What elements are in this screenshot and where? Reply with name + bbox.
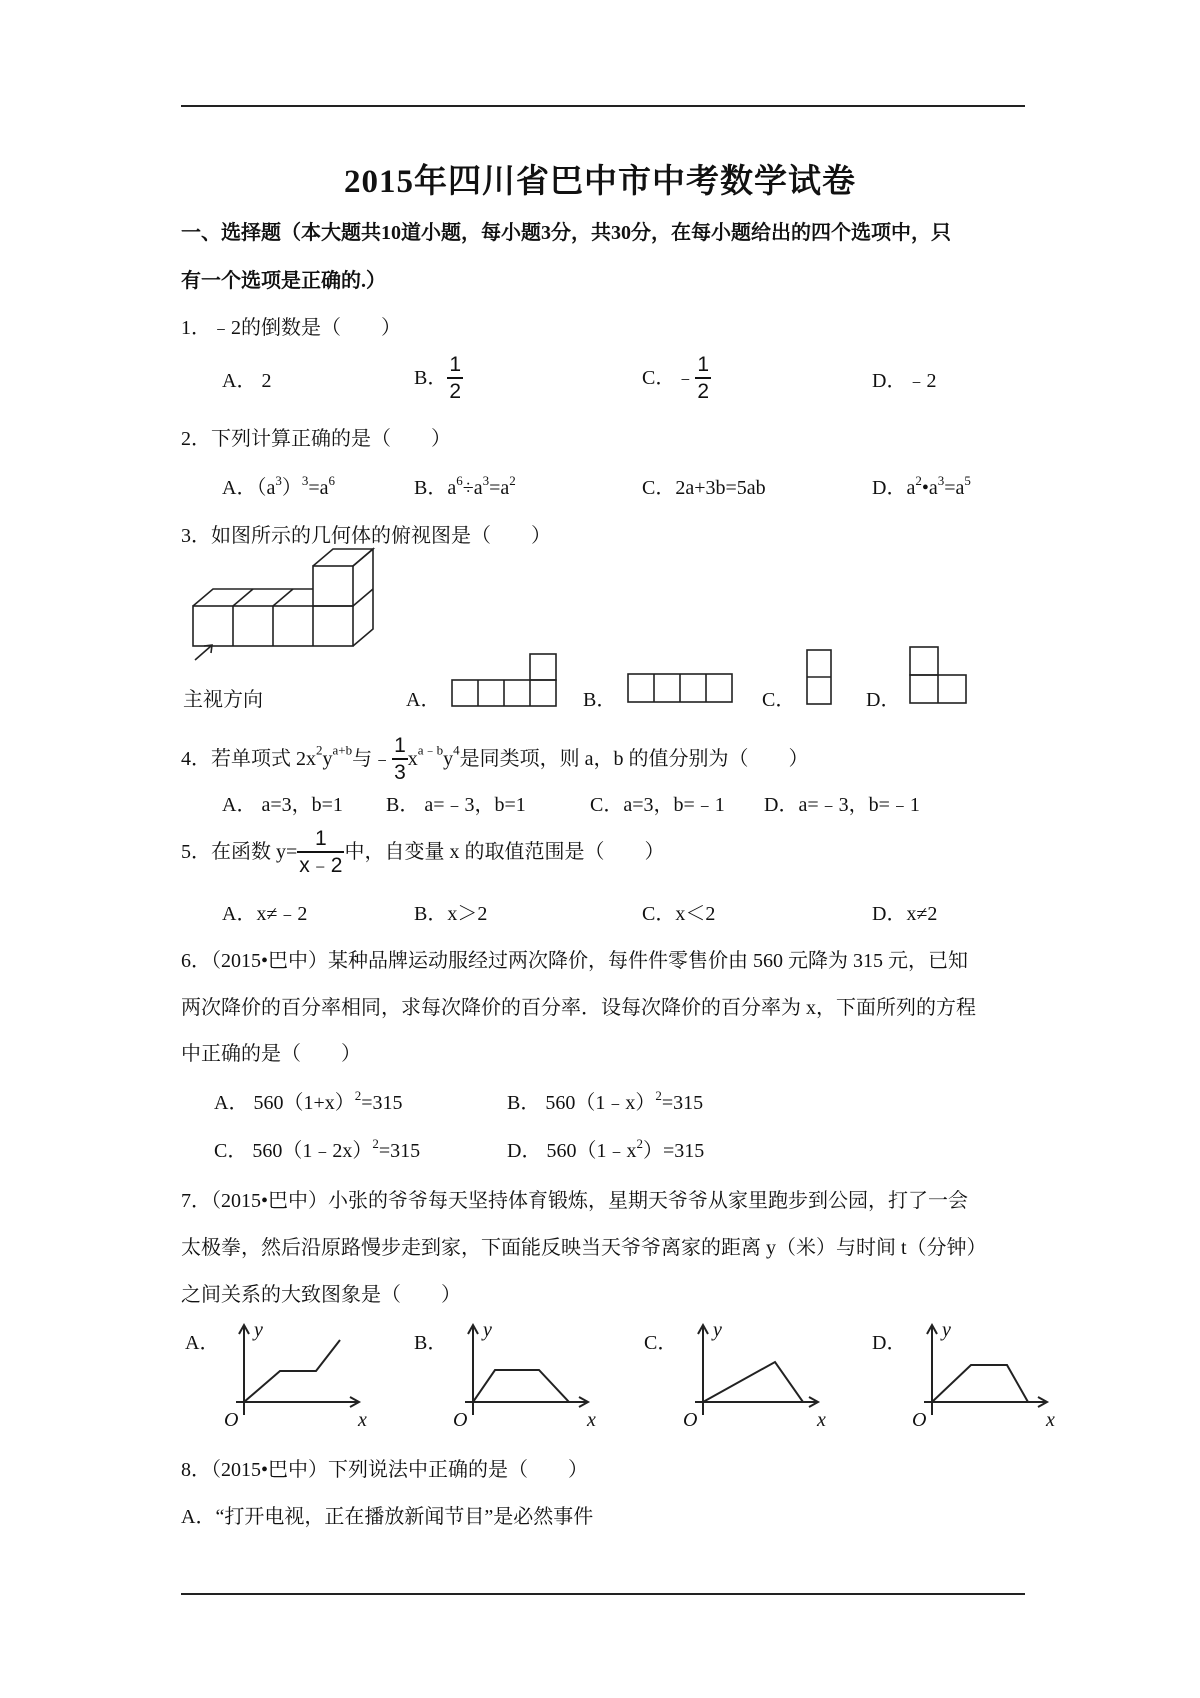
q5-part1: 5．在函数 y=	[181, 841, 298, 863]
q7-a-y-label: y	[254, 1319, 263, 1341]
q6-line2: 两次降价的百分率相同，求每次降价的百分率．设每次降价的百分率为 x，下面所列的方程	[181, 997, 976, 1019]
q2-b-part1: B．a	[414, 477, 457, 499]
q4-y2: y	[443, 748, 454, 770]
q6-line3: 中正确的是（ ）	[181, 1043, 361, 1065]
q7-b-origin: O	[453, 1409, 468, 1431]
q3-option-c-figure	[806, 649, 836, 709]
q7-a-curve	[244, 1340, 340, 1402]
q7-a-x-label: x	[358, 1409, 367, 1431]
q7-d-y-label: y	[942, 1319, 951, 1341]
q4-exp4: 4	[453, 742, 460, 758]
q4-fraction	[392, 735, 408, 783]
q2-d-exp1: 2	[915, 473, 922, 488]
q6-c-exp: 2	[372, 1136, 379, 1151]
q5-fraction	[297, 828, 344, 876]
q6-a-exp: 2	[354, 1088, 362, 1103]
q7-b-x-label: x	[587, 1409, 596, 1431]
q2-d-part2: •a	[921, 477, 938, 499]
q2-a-part2: ）	[281, 477, 302, 499]
q5-numerator: 1	[315, 827, 327, 850]
q1-option-c	[642, 354, 711, 402]
q2-option-b	[414, 473, 516, 499]
q2-d-part3: =a	[944, 477, 965, 499]
q1-option-b	[414, 354, 463, 402]
q7-b-y-label: y	[483, 1319, 492, 1341]
q6-option-c	[214, 1136, 421, 1162]
q3-option-a: A．	[406, 689, 441, 711]
q7-c-y-label: y	[713, 1319, 722, 1341]
q7-graph-d	[906, 1320, 1071, 1432]
q6-option-a	[214, 1088, 403, 1114]
q4-exp3: a﹣b	[417, 742, 444, 758]
q4-denominator: 3	[392, 758, 408, 783]
q3-option-b-figure	[627, 673, 737, 707]
q4-numerator: 1	[394, 734, 406, 757]
q4-part2: 与﹣	[352, 748, 393, 770]
q6-a-part2: =315	[361, 1092, 403, 1114]
q3-option-b: B．	[583, 689, 617, 711]
q6-b-part2: =315	[661, 1092, 704, 1114]
q4-x: x	[407, 748, 418, 770]
q5-stem	[181, 828, 664, 876]
q1-c-numerator: 1	[697, 353, 710, 376]
q7-d-origin: O	[912, 1409, 927, 1431]
q8-option-a: A．“打开电视，正在播放新闻节目”是必然事件	[181, 1506, 594, 1528]
q4-option-c: C．a=3，b=﹣1	[590, 794, 725, 816]
q5-part2: 中，自变量 x 的取值范围是（ ）	[344, 841, 665, 863]
q4-part1: 4．若单项式 2x	[181, 748, 316, 770]
q1-stem: 1．﹣2的倒数是（ ）	[181, 317, 401, 339]
q1-c-fraction	[695, 354, 711, 402]
q4-stem	[181, 735, 808, 783]
q3-solid-figure	[185, 565, 385, 675]
q6-d-part2: ）=315	[642, 1140, 705, 1162]
q2-a-exp2: 3	[301, 473, 309, 488]
q7-c-origin: O	[683, 1409, 698, 1431]
q2-b-part3: =a	[489, 477, 510, 499]
q3-option-c: C．	[762, 689, 796, 711]
q1-option-c-label: C．﹣	[642, 367, 696, 389]
q2-b-exp1: 6	[456, 473, 463, 488]
q3-option-a-figure	[451, 652, 561, 712]
q2-b-exp3: 2	[509, 473, 516, 488]
q7-line2: 太极拳，然后沿原路慢步走到家，下面能反映当天爷爷离家的距离 y（米）与时间 t（分钟）	[181, 1237, 987, 1259]
q2-a-exp1: 3	[275, 473, 282, 488]
q6-b-exp: 2	[655, 1088, 662, 1103]
q6-d-exp: 2	[636, 1136, 643, 1151]
q2-option-d	[872, 473, 971, 499]
q8-stem: 8．（2015•巴中）下列说法中正确的是（ ）	[181, 1459, 589, 1481]
top-rule	[181, 105, 1025, 107]
q1-b-denominator: 2	[447, 377, 463, 402]
q7-c-curve	[703, 1362, 803, 1402]
q5-option-c: C．x＜2	[642, 903, 716, 925]
section-heading-line2: 有一个选项是正确的.）	[181, 270, 386, 292]
q2-b-exp2: 3	[482, 473, 490, 488]
q1-option-d: D．﹣2	[872, 370, 937, 392]
q6-b-part1: B． 560（1﹣x）	[507, 1092, 656, 1114]
q7-option-d: D．	[872, 1332, 907, 1354]
q4-exp2: a+b	[332, 742, 353, 758]
q6-option-d	[507, 1136, 705, 1162]
q4-part3: 是同类项，则 a，b 的值分别为（ ）	[459, 748, 809, 770]
q2-d-exp3: 5	[964, 473, 971, 488]
q6-a-part1: A． 560（1+x）	[214, 1092, 355, 1114]
q1-option-a: A． 2	[222, 370, 272, 392]
q2-option-a	[222, 473, 335, 499]
q3-option-d-figure	[909, 645, 969, 707]
section-heading-line1: 一、选择题（本大题共10道小题，每小题3分，共30分，在每小题给出的四个选项中，只	[181, 222, 951, 244]
q1-b-fraction	[447, 354, 463, 402]
q7-d-x-label: x	[1046, 1409, 1055, 1431]
q7-line1: 7．（2015•巴中）小张的爷爷每天坚持体育锻炼，星期天爷爷从家里跑步到公园，打了一会	[181, 1190, 969, 1212]
q2-option-c: C．2a+3b=5ab	[642, 477, 766, 499]
q6-option-b	[507, 1088, 704, 1114]
q2-b-part2: ÷a	[462, 477, 483, 499]
q7-graph-c	[677, 1320, 842, 1432]
q6-d-part1: D． 560（1﹣x	[507, 1140, 637, 1162]
bottom-rule	[181, 1593, 1025, 1595]
q7-option-b: B．	[414, 1332, 448, 1354]
q5-option-a: A．x≠﹣2	[222, 903, 308, 925]
q1-option-b-label: B．	[414, 367, 448, 389]
q2-a-part1: A．（a	[222, 477, 276, 499]
q2-a-part3: =a	[308, 477, 329, 499]
q7-option-a: A．	[185, 1332, 220, 1354]
q7-a-origin: O	[224, 1409, 239, 1431]
q4-option-a: A． a=3，b=1	[222, 794, 343, 816]
q5-option-d: D．x≠2	[872, 903, 938, 925]
q5-denominator: x﹣2	[297, 851, 344, 876]
q2-d-part1: D．a	[872, 477, 916, 499]
q4-y: y	[322, 748, 333, 770]
q7-graph-a	[218, 1320, 383, 1432]
q1-b-numerator: 1	[449, 353, 462, 376]
q4-exp1: 2	[316, 742, 323, 758]
q7-b-curve	[473, 1370, 569, 1402]
q6-line1: 6．（2015•巴中）某种品牌运动服经过两次降价，每件件零售价由 560 元降为 315 元，已知	[181, 950, 969, 972]
q6-c-part2: =315	[378, 1140, 421, 1162]
q7-line3: 之间关系的大致图象是（ ）	[181, 1284, 461, 1306]
q7-option-c: C．	[644, 1332, 678, 1354]
q3-stem: 3．如图所示的几何体的俯视图是（ ）	[181, 525, 551, 547]
q3-option-d: D．	[866, 689, 901, 711]
q4-option-d: D．a=﹣3，b=﹣1	[764, 794, 920, 816]
q1-c-denominator: 2	[695, 377, 711, 402]
q5-option-b: B．x＞2	[414, 903, 488, 925]
q2-a-exp3: 6	[328, 473, 335, 488]
q7-d-curve	[932, 1365, 1028, 1402]
q2-d-exp2: 3	[937, 473, 945, 488]
q2-stem: 2．下列计算正确的是（ ）	[181, 428, 451, 450]
page-title: 2015年四川省巴中市中考数学试卷	[344, 164, 856, 200]
q4-option-b: B． a=﹣3，b=1	[386, 794, 526, 816]
q7-graph-b	[447, 1320, 612, 1432]
q3-fig-caption: 主视方向	[183, 689, 263, 711]
q7-c-x-label: x	[817, 1409, 826, 1431]
q6-c-part1: C． 560（1﹣2x）	[214, 1140, 373, 1162]
